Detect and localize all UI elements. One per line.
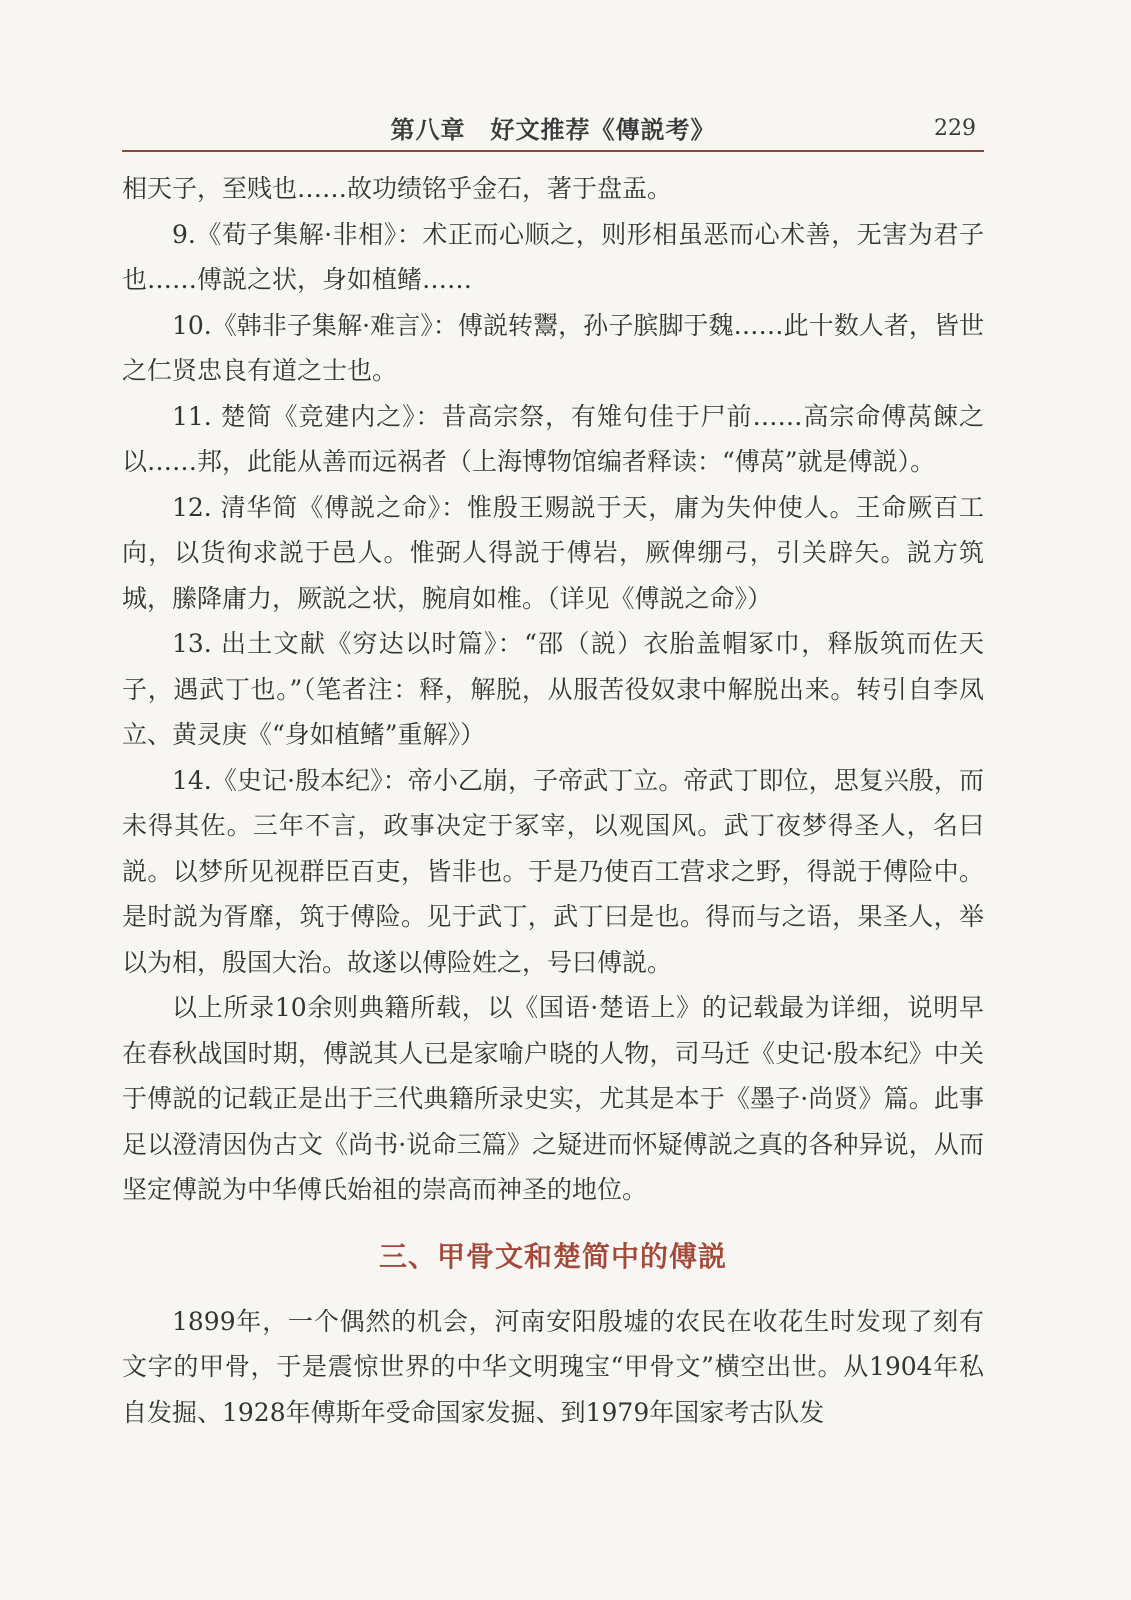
paragraph-group-a: [122, 166, 984, 1213]
paragraph: 10.《韩非子集解·难言》：傅説转鬻，孙子膑脚于魏……此十数人者，皆世之仁贤忠良有道之士也。: [122, 310, 984, 385]
running-header: [122, 104, 984, 152]
paragraph: 相天子，至贱也……故功绩铭乎金石，著于盘盂。: [122, 174, 673, 203]
paragraph: 13. 出土文献《穷达以时篇》：“邵（説）衣胎盖帽冢巾，释版筑而佐天子，遇武丁也。”（笔者注：释，解脱，从服苦役奴隶中解脱出来。转引自李凤立、黄灵庚《“身如植鳍”重解》）: [122, 629, 984, 749]
header-rule: [122, 150, 984, 152]
paragraph: 11. 楚简《竞建内之》：昔高宗祭，有雉句佳于尸前……高宗命傅莴餗之以……邦，此能从善而远祸者（上海博物馆编者释读：“傅莴”就是傅説）。: [122, 401, 984, 476]
chapter-title: 第八章 好文推荐《傳説考》: [390, 116, 716, 144]
section-heading: 三、甲骨文和楚简中的傅説: [378, 1239, 727, 1273]
paragraph: 14.《史记·殷本纪》：帝小乙崩，子帝武丁立。帝武丁即位，思复兴殷，而未得其佐。三年不言，政事决定于冢宰，以观国风。武丁夜梦得圣人，名曰説。以梦所见视群臣百吏，皆非也。于是乃使百工营求之野，得説于傅险中。是时説为胥靡，筑于傅险。见于武丁，武丁曰是也。得而与之语，果圣人，举以为相，殷国大治。故遂以傅险姓之，号曰傅説。: [122, 765, 984, 977]
paragraph: 1899年，一个偶然的机会，河南安阳殷墟的农民在收花生时发现了刻有文字的甲骨，于是震惊世界的中华文明瑰宝“甲骨文”横空出世。从1904年私自发掘、1928年傅斯年受命国家发掘、到1979年国家考古队发: [122, 1306, 984, 1427]
page-body: [122, 166, 984, 1435]
paragraph: 9.《荀子集解·非相》：术正而心顺之，则形相虽恶而心术善，无害为君子也……傅説之状，身如植鳍……: [122, 219, 984, 294]
paragraph-group-b: [122, 1299, 984, 1436]
paragraph: 12. 清华简《傅説之命》：惟殷王赐説于天，庸为失仲使人。王命厥百工向，以货徇求説于邑人。惟弼人得説于傅岩，厥俾绷弓，引关辟矢。説方筑城，縢降庸力，厥説之状，腕肩如椎。（详见《傅説之命》）: [122, 492, 984, 613]
page-number: 229: [934, 116, 976, 141]
paragraph: 以上所录10余则典籍所载，以《国语·楚语上》的记载最为详细，说明早在春秋战国时期，傅説其人已是家喻户晓的人物，司马迁《史记·殷本纪》中关于傅説的记载正是出于三代典籍所录史实，尤其是本于《墨子·尚贤》篇。此事足以澄清因伪古文《尚书·说命三篇》之疑进而怀疑傅説之真的各种异说，从而坚定傅説为中华傅氏始祖的崇高而神圣的地位。: [122, 993, 984, 1204]
